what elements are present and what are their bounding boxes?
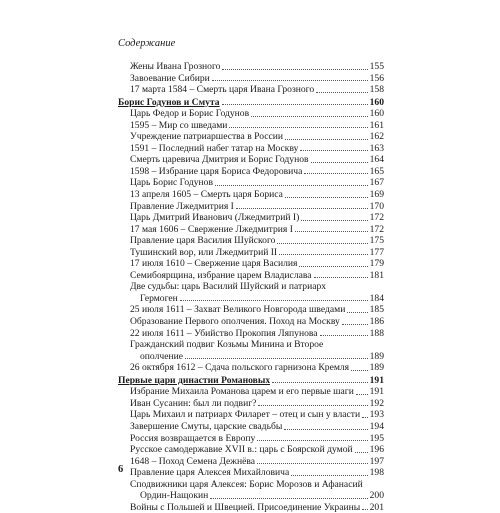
toc-entry-page: 172 — [369, 223, 384, 235]
toc-entry-title: Тушинский вор, или Лжедмитрий II — [130, 246, 278, 258]
toc-entry — [118, 467, 384, 479]
dot-leader — [215, 177, 368, 186]
dot-leader — [347, 304, 367, 313]
toc-entry-title: 25 июля 1611 – Захват Великого Новгорода шведами — [130, 304, 346, 316]
toc-entry — [118, 189, 384, 201]
toc-entry-title: Царь Борис Годунов — [130, 177, 214, 189]
toc-entry-page: 156 — [369, 72, 384, 84]
toc-entry — [118, 120, 384, 132]
dot-leader — [314, 269, 368, 278]
dot-leader — [325, 340, 368, 348]
dot-leader — [365, 479, 368, 487]
toc-entry — [118, 409, 384, 421]
toc-entry — [118, 108, 384, 120]
toc-entry-page: 169 — [369, 189, 384, 201]
dot-leader — [285, 189, 368, 198]
toc-entry-title: Учреждение патриаршества в России — [130, 131, 284, 143]
toc-entry — [118, 398, 384, 410]
toc-entry — [118, 316, 384, 328]
toc-entry — [118, 212, 384, 224]
toc-entry-title: Две судьбы: царь Василий Шуйский и патриарх — [130, 281, 327, 293]
toc-entry-page: 189 — [369, 350, 384, 362]
dot-leader — [320, 327, 368, 336]
toc-entry-page: 164 — [369, 154, 384, 166]
toc-entry-title: Правление царя Алексея Михайловича — [130, 467, 290, 479]
toc-entry-title: Правление Лжедмитрия I — [130, 200, 234, 212]
toc-entry — [118, 258, 384, 270]
toc-entry-title: Семибоярщина, избрание царем Владислава — [130, 269, 312, 281]
dot-leader — [316, 84, 367, 93]
toc-entry-title: Завершение Смуты, царские свадьбы — [130, 420, 283, 432]
toc-entry-page: 197 — [369, 455, 384, 467]
dot-leader — [304, 165, 367, 174]
toc-entry-title: Россия возвращается в Европу — [130, 432, 256, 444]
toc-entry-page: 184 — [369, 292, 384, 304]
toc-entry-page: 195 — [369, 432, 384, 444]
toc-entry-page: 162 — [369, 131, 384, 143]
dot-leader — [356, 386, 368, 395]
toc-entry-title: Ордин-Нащокин — [140, 490, 209, 502]
toc-entry-title: Войны с Польшей и Швецией. Присоединение Украины — [130, 501, 361, 513]
toc-entry — [118, 386, 384, 398]
toc-entry-title: Первые цари династии Романовых — [118, 374, 271, 386]
toc-entry-title: Смерть царевича Дмитрия и Борис Годунов — [130, 154, 309, 166]
toc-entry-title: Русское самодержавие XVII в.: царь с Боярской думой — [130, 444, 353, 456]
dot-leader — [272, 374, 367, 383]
toc-entry-page: 193 — [369, 409, 384, 421]
toc-entry-page: 188 — [369, 327, 384, 339]
toc-entry-title: 1648 – Поход Семена Дежнёва — [130, 455, 255, 467]
toc-entry-page: 160 — [369, 108, 384, 120]
toc-entry-page: 196 — [369, 444, 384, 456]
toc-entry-page: 186 — [369, 316, 384, 328]
dot-leader — [257, 455, 368, 464]
toc-entry-title: Гражданский подвиг Козьмы Минина и Второе — [130, 339, 324, 351]
dot-leader — [277, 235, 367, 244]
toc-entry-page: 181 — [369, 269, 384, 281]
toc-section-heading — [118, 97, 384, 109]
dot-leader — [362, 501, 367, 510]
toc-entry-title: 22 июля 1611 – Убийство Прокопия Ляпунова — [130, 327, 318, 339]
toc-entry-title: Царь Дмитрий Иванович (Лжедмитрий I) — [130, 212, 300, 224]
dot-leader — [351, 362, 368, 371]
toc-entry — [118, 339, 384, 351]
toc-entry — [118, 131, 384, 143]
dot-leader — [236, 200, 368, 209]
toc-entry-title: Борис Годунов и Смута — [118, 96, 220, 108]
toc-entry-title: Сподвижники царя Алексея: Борис Морозов и Афанасий — [130, 478, 363, 490]
toc-entry — [118, 456, 384, 468]
toc-entry — [118, 270, 384, 282]
toc-entry — [118, 281, 384, 293]
toc-entry — [118, 304, 384, 316]
toc-entry-page: 165 — [369, 165, 384, 177]
toc-entry — [118, 293, 384, 305]
toc-entry-page: 189 — [369, 362, 384, 374]
toc-entry — [118, 177, 384, 189]
toc-entry — [118, 502, 384, 513]
toc-entry-page: 163 — [369, 142, 384, 154]
dot-leader — [301, 212, 367, 221]
toc-entry-page: 191 — [369, 374, 384, 386]
toc-entry-title: 1595 – Мир со шведами — [130, 119, 228, 131]
toc-entry-title: ополчение — [140, 350, 183, 362]
toc-entry — [118, 166, 384, 178]
toc-section-heading — [118, 375, 384, 387]
toc-entry-title: Иван Сусанин: был ли подвиг? — [130, 397, 257, 409]
toc-entry-title: Царь Михаил и патриарх Филарет – отец и сын у власти — [130, 409, 361, 421]
dot-leader — [342, 316, 368, 325]
toc-entry-title: Правление царя Василия Шуйского — [130, 235, 276, 247]
dot-leader — [222, 61, 367, 70]
dot-leader — [291, 467, 367, 476]
page-number: 6 — [118, 464, 124, 475]
dot-leader — [355, 444, 368, 453]
dot-leader — [328, 282, 368, 290]
toc-entry-title: Образование Первого ополчения. Поход на Москву — [130, 316, 340, 328]
toc-entry-title: 1598 – Избрание царя Бориса Федоровича — [130, 165, 303, 177]
dot-leader — [212, 72, 368, 81]
toc-entry-page: 192 — [369, 397, 384, 409]
toc-entry-title: Гермоген — [140, 292, 178, 304]
toc-entry-title: 17 июля 1610 – Свержение царя Василия — [130, 258, 298, 270]
table-of-contents — [118, 61, 384, 513]
toc-entry — [118, 490, 384, 502]
dot-leader — [362, 409, 368, 418]
toc-entry — [118, 247, 384, 259]
toc-entry-page: 201 — [369, 501, 384, 513]
toc-entry — [118, 479, 384, 491]
toc-entry — [118, 224, 384, 236]
toc-entry — [118, 328, 384, 340]
dot-leader — [279, 246, 367, 255]
toc-entry-title: 26 октября 1612 – Сдача польского гарнизона Кремля — [130, 362, 350, 374]
dot-leader — [185, 350, 368, 359]
toc-entry — [118, 84, 384, 96]
toc-entry-title: Царь Федор и Борис Годунов — [130, 108, 250, 120]
toc-entry-title: 13 апреля 1605 – Смерть царя Бориса — [130, 189, 283, 201]
dot-leader — [295, 223, 368, 232]
toc-entry-page: 198 — [369, 467, 384, 479]
dot-leader — [229, 119, 367, 128]
dot-leader — [180, 292, 368, 301]
dot-leader — [210, 490, 367, 499]
dot-leader — [222, 96, 368, 105]
toc-entry — [118, 235, 384, 247]
dot-leader — [251, 108, 367, 117]
toc-entry-page: 170 — [369, 200, 384, 212]
toc-entry-title: 17 мая 1606 – Свержение Лжедмитрия I — [130, 223, 293, 235]
toc-entry-page: 191 — [369, 386, 384, 398]
toc-entry — [118, 143, 384, 155]
toc-entry-page: 155 — [369, 61, 384, 72]
toc-entry — [118, 444, 384, 456]
dot-leader — [285, 131, 368, 140]
toc-entry — [118, 201, 384, 213]
toc-entry-page: 172 — [369, 212, 384, 224]
dot-leader — [284, 421, 367, 430]
toc-entry — [118, 61, 384, 73]
dot-leader — [299, 258, 367, 267]
toc-entry — [118, 154, 384, 166]
toc-entry — [118, 421, 384, 433]
dot-leader — [311, 154, 368, 163]
toc-entry-page: 179 — [369, 258, 384, 270]
dot-leader — [258, 397, 367, 406]
toc-entry-page: 161 — [369, 119, 384, 131]
toc-entry-page: 185 — [369, 304, 384, 316]
toc-entry-title: 1591 – Последний набег татар на Москву — [130, 142, 299, 154]
toc-entry-page: 200 — [369, 490, 384, 502]
toc-entry-title: Жены Ивана Грозного — [130, 61, 221, 72]
toc-entry — [118, 433, 384, 445]
dot-leader — [257, 432, 367, 441]
toc-entry-title: Завоевание Сибири — [130, 72, 210, 84]
dot-leader — [300, 142, 367, 151]
toc-entry-page: 158 — [369, 84, 384, 96]
toc-entry — [118, 351, 384, 363]
toc-entry-page: 175 — [369, 235, 384, 247]
toc-entry-title: Избрание Михаила Романова царем и его первые шаги — [130, 386, 354, 398]
running-head: Содержание — [118, 38, 176, 49]
toc-entry-page: 177 — [369, 246, 384, 258]
toc-entry-page: 160 — [369, 96, 384, 108]
toc-entry — [118, 73, 384, 85]
toc-entry-page: 167 — [369, 177, 384, 189]
toc-entry-page: 194 — [369, 420, 384, 432]
toc-entry — [118, 362, 384, 374]
toc-entry-title: 17 марта 1584 – Смерть царя Ивана Грозного — [130, 84, 315, 96]
